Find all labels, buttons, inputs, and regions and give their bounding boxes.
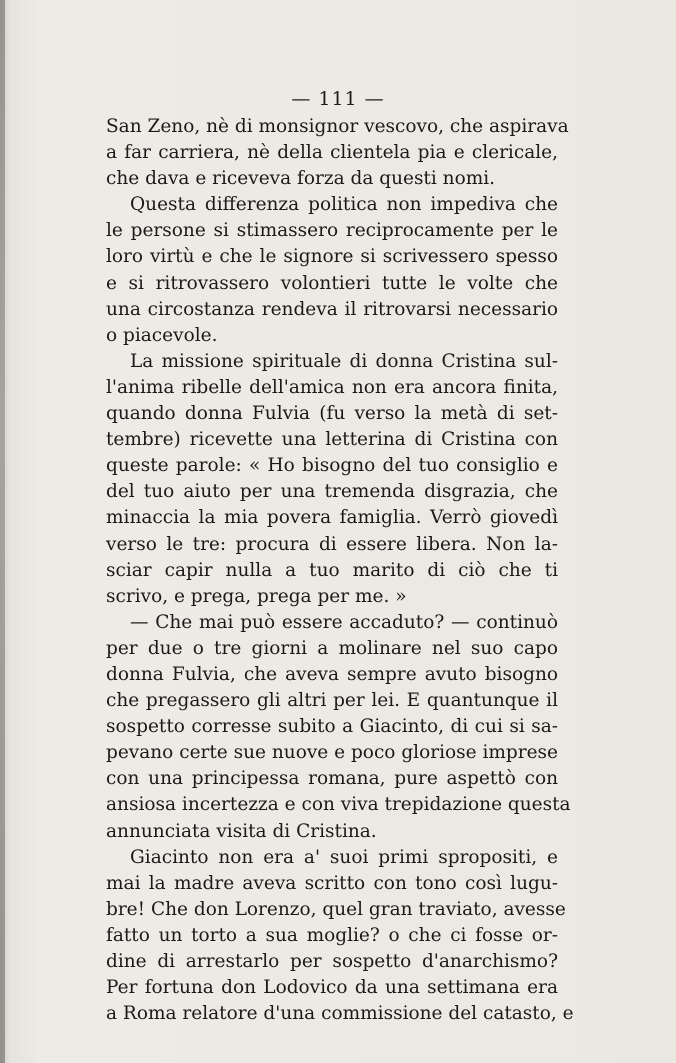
- text-line: loro virtù e che le signore si scrivessero spesso: [106, 246, 558, 268]
- text-line: l'anima ribelle dell'amica non era ancora finita,: [106, 376, 558, 398]
- text-line: con una principessa romana, pure aspettò con: [106, 768, 558, 790]
- text-line: mai la madre aveva scritto con tono così lugu-: [106, 872, 558, 894]
- text-line: annunciata visita di Cristina.: [106, 820, 377, 842]
- text-line: dine di arrestarlo per sospetto d'anarchismo?: [106, 951, 558, 972]
- text-line: bre! Che don Lorenzo, quel gran traviato, avesse: [106, 898, 566, 920]
- text-line: verso le tre: procura di essere libera. Non la-: [106, 533, 558, 555]
- text-line: — Che mai può essere accaduto? — continuò: [130, 611, 558, 633]
- text-line: scrivo, e prega, prega per me. »: [106, 585, 407, 607]
- text-line: a Roma relatore d'una commissione del catasto, e: [106, 1003, 574, 1025]
- text-line: La missione spirituale di donna Cristina sul-: [130, 350, 558, 372]
- text-line: che dava e riceveva forza da questi nomi.: [106, 168, 496, 190]
- text-line: donna Fulvia, che aveva sempre avuto bisogno: [106, 663, 558, 685]
- text-line: minaccia la mia povera famiglia. Verrò giovedì: [106, 507, 558, 529]
- text-line: ansiosa incertezza e con viva trepidazione questa: [106, 794, 571, 816]
- text-line: Questa differenza politica non impediva che: [130, 194, 558, 216]
- text-line: tembre) ricevette una letterina di Cristina con: [106, 429, 558, 451]
- binding-edge: [0, 0, 5, 1063]
- text-line: sospetto corresse subito a Giacinto, di cui si sa-: [106, 716, 558, 738]
- text-line: pevano certe sue nuove e poco gloriose imprese: [106, 742, 558, 764]
- text-line: e si ritrovassero volontieri tutte le volte che: [106, 272, 558, 294]
- text-line: fatto un torto a sua moglie? o che ci fosse or-: [106, 924, 558, 946]
- text-line: per due o tre giorni a molinare nel suo capo: [106, 637, 558, 659]
- text-line: o piacevole.: [106, 324, 218, 346]
- body-text: [106, 114, 574, 1027]
- text-line: Per fortuna don Lodovico da una settimana era: [106, 977, 558, 999]
- text-line: a far carriera, nè della clientela pia e clericale,: [106, 142, 558, 164]
- text-line: le persone si stimassero reciprocamente per le: [106, 220, 558, 242]
- text-line: sciar capir nulla a tuo marito di ciò che ti: [106, 559, 558, 581]
- text-line: queste parole: « Ho bisogno del tuo consiglio e: [106, 455, 558, 477]
- text-line: una circostanza rendeva il ritrovarsi necessario: [106, 298, 558, 320]
- text-line: San Zeno, nè di monsignor vescovo, che aspirava: [106, 116, 569, 137]
- text-line: che pregassero gli altri per lei. E quantunque il: [106, 690, 558, 712]
- text-line: del tuo aiuto per una tremenda disgrazia, che: [106, 481, 558, 503]
- text-line: Giacinto non era a' suoi primi spropositi, e: [130, 846, 558, 868]
- text-line: quando donna Fulvia (fu verso la metà di set-: [106, 403, 558, 425]
- page-number: — 111 —: [291, 88, 385, 110]
